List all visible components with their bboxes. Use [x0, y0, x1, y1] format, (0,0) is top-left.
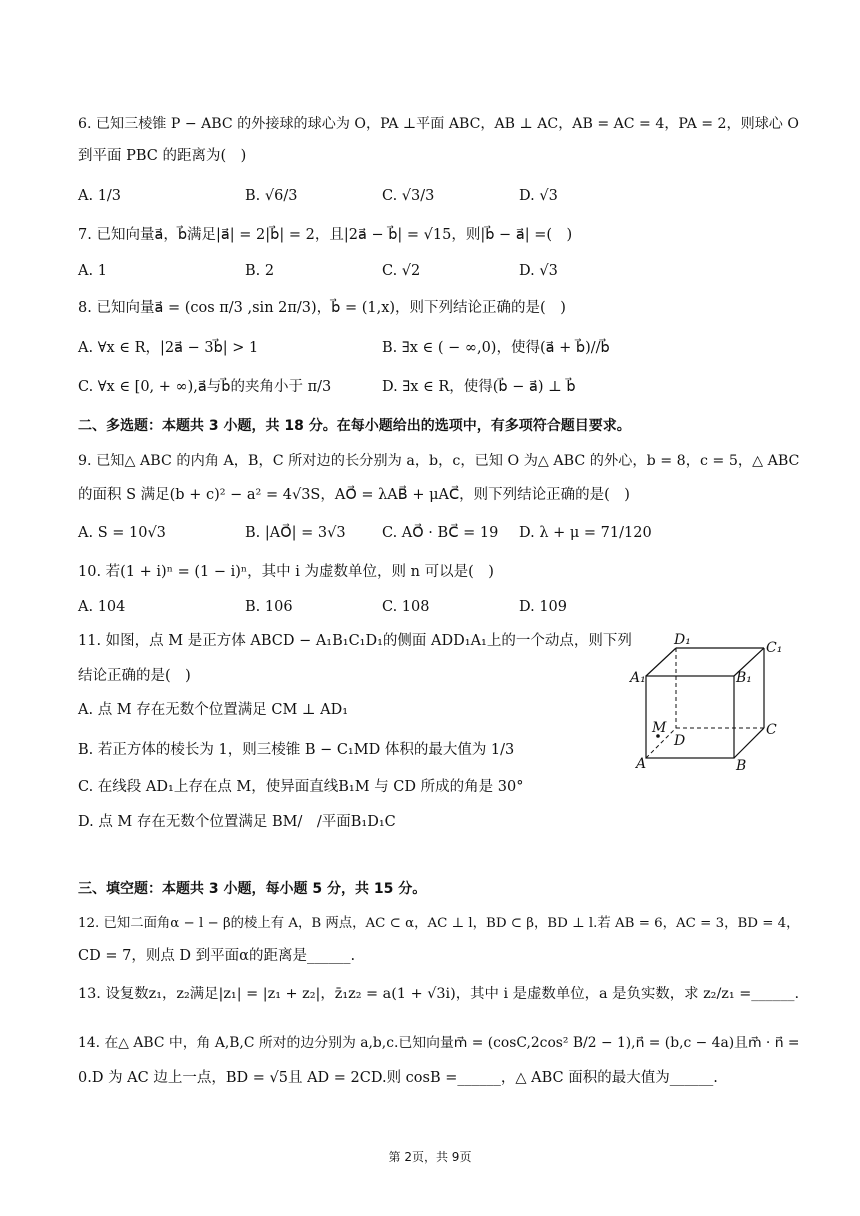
- label-a1: A₁: [630, 670, 646, 686]
- q9-stem-line2: 的面积 S 满足(b + c)² − a² = 4√3S，AO⃗ = λAB⃗ + μAC⃗，则下列结论正确的是( ): [78, 487, 630, 503]
- label-b1: B₁: [736, 670, 752, 686]
- q8-option-c: C. ∀x ∈ [0, + ∞),a⃗与b⃗的夹角小于 π/3: [78, 379, 332, 395]
- q11-option-b: B. 若正方体的棱长为 1，则三棱锥 B − C₁MD 体积的最大值为 1/3: [78, 742, 515, 758]
- cube-figure: [628, 628, 788, 776]
- label-c1: C₁: [766, 640, 783, 656]
- q9-option-d: D. λ + μ = 71/120: [519, 525, 652, 541]
- label-c: C: [766, 722, 777, 738]
- q9-option-c: C. AO⃗ · BC⃗ = 19: [382, 525, 499, 541]
- section-heading-fill-in: 三、填空题：本题共 3 小题，每小题 5 分，共 15 分。: [78, 881, 427, 897]
- q6-option-d: D. √3: [519, 188, 558, 204]
- q12-stem-line2: CD = 7，则点 D 到平面α的距离是______.: [78, 948, 356, 964]
- q6-stem-line2: 到平面 PBC 的距离为( ): [78, 148, 247, 164]
- q7-option-b: B. 2: [245, 263, 275, 279]
- q6-option-b: B. √6/3: [245, 188, 298, 204]
- q10-option-a: A. 104: [78, 599, 126, 615]
- label-m: M: [652, 720, 667, 736]
- q12-stem-line1: 12. 已知二面角α − l − β的棱上有 A，B 两点，AC ⊂ α，AC ⊥ l，BD ⊂ β，BD ⊥ l.若 AB = 6，AC = 3，BD = 4，: [78, 916, 800, 931]
- q8-option-d: D. ∃x ∈ R，使得(b⃗ − a⃗) ⊥ b⃗: [382, 379, 576, 395]
- q10-stem: 10. 若(1 + i)ⁿ = (1 − i)ⁿ，其中 i 为虚数单位，则 n 可以是( ): [78, 564, 494, 580]
- q7-option-a: A. 1: [78, 263, 107, 279]
- section-heading-multiple-choice: 二、多选题：本题共 3 小题，共 18 分。在每小题给出的选项中，有多项符合题目要求。: [78, 418, 631, 434]
- q11-stem-line2: 结论正确的是( ): [78, 668, 191, 684]
- q6-option-a: A. 1/3: [78, 188, 122, 204]
- q7-option-d: D. √3: [519, 263, 558, 279]
- q9-option-a: A. S = 10√3: [78, 525, 166, 541]
- q14-stem-line1: 14. 在△ ABC 中，角 A,B,C 所对的边分别为 a,b,c.已知向量m⃗ = (cosC,2cos² B/2 − 1),n⃗ = (b,c − 4a)且m⃗ · n⃗ =: [78, 1035, 800, 1051]
- q11-option-a: A. 点 M 存在无数个位置满足 CM ⊥ AD₁: [78, 702, 349, 718]
- q6-stem-line1: 6. 已知三棱锥 P − ABC 的外接球的球心为 O，PA ⊥平面 ABC，AB ⊥ AC，AB = AC = 4，PA = 2，则球心 O: [78, 116, 799, 132]
- q13-stem: 13. 设复数z₁，z₂满足|z₁| = |z₁ + z₂|，z̄₁z₂ = a(1 + √3i)，其中 i 是虚数单位，a 是负实数，求 z₂/z₁ =______.: [78, 986, 800, 1002]
- edge-bc: [734, 728, 764, 758]
- edge-a1d1: [646, 648, 676, 676]
- q14-stem-line2: 0.D 为 AC 边上一点，BD = √5且 AD = 2CD.则 cosB =______，△ ABC 面积的最大值为______.: [78, 1070, 718, 1086]
- q11-option-c: C. 在线段 AD₁上存在点 M，使异面直线B₁M 与 CD 所成的角是 30°: [78, 779, 524, 795]
- q9-option-b: B. |AO⃗| = 3√3: [245, 525, 346, 541]
- page-footer: 第 2页，共 9页: [388, 1150, 472, 1164]
- front-face: [646, 676, 734, 758]
- label-d: D: [674, 733, 686, 749]
- q10-option-d: D. 109: [519, 599, 568, 615]
- label-d1: D₁: [674, 632, 691, 648]
- q9-stem-line1: 9. 已知△ ABC 的内角 A，B，C 所对边的长分别为 a，b，c，已知 O 为△ ABC 的外心，b = 8，c = 5，△ ABC: [78, 453, 800, 469]
- q8-option-a: A. ∀x ∈ R，|2a⃗ − 3b⃗| > 1: [78, 340, 259, 356]
- q8-option-b: B. ∃x ∈ ( − ∞,0)，使得(a⃗ + b⃗)//b⃗: [382, 340, 610, 356]
- q11-stem-line1: 11. 如图，点 M 是正方体 ABCD − A₁B₁C₁D₁的侧面 ADD₁A₁上的一个动点，则下列: [78, 633, 632, 649]
- q10-option-b: B. 106: [245, 599, 293, 615]
- label-a: A: [636, 756, 647, 772]
- q8-stem: 8. 已知向量a⃗ = (cos π/3 ,sin 2π/3)，b⃗ = (1,x)，则下列结论正确的是( ): [78, 300, 566, 316]
- q6-option-c: C. √3/3: [382, 188, 435, 204]
- q10-option-c: C. 108: [382, 599, 430, 615]
- q11-option-d: D. 点 M 存在无数个位置满足 BM/ /平面B₁D₁C: [78, 814, 396, 830]
- label-b: B: [736, 758, 747, 774]
- q7-option-c: C. √2: [382, 263, 421, 279]
- q7-stem: 7. 已知向量a⃗，b⃗满足|a⃗| = 2|b⃗| = 2，且|2a⃗ − b⃗| = √15，则|b⃗ − a⃗| =( ): [78, 227, 573, 243]
